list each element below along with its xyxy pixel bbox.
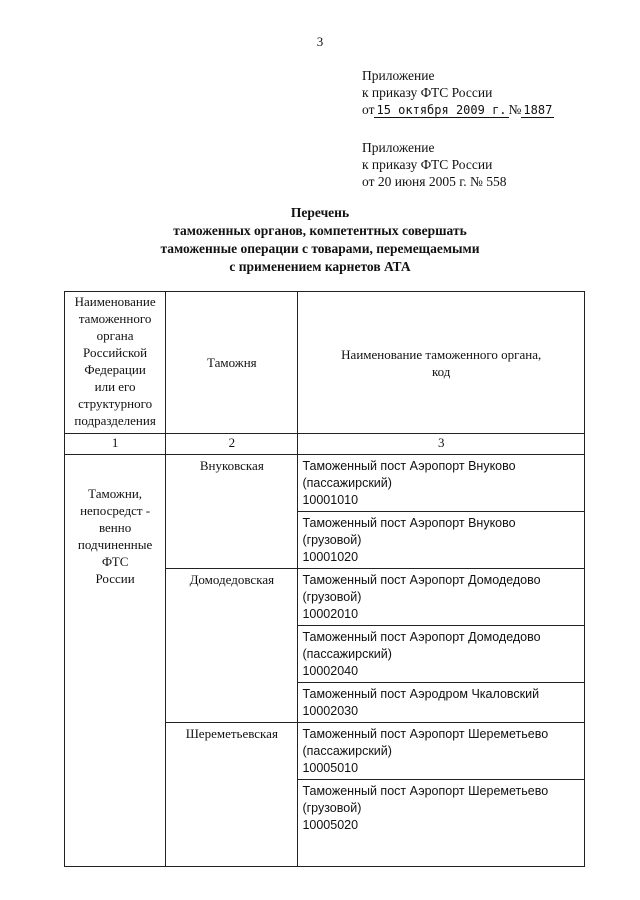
group-label-line: Таможни, (88, 486, 143, 501)
customs-post (298, 569, 585, 626)
group-label-line: России (95, 571, 135, 586)
group-label-line: ФТС (101, 554, 129, 569)
header-col1-line: таможенного (78, 311, 152, 326)
customs-post-line: 10002040 (302, 664, 359, 678)
table-row (65, 455, 585, 512)
group-label-cell (65, 455, 166, 867)
header-col1 (65, 292, 166, 434)
appendix-previous-line3: от 20 июня 2005 г. № 558 (362, 174, 507, 189)
appendix-current-prefix: от (362, 102, 375, 117)
appendix-previous (362, 139, 507, 190)
customs-post (298, 723, 585, 780)
customs-post-line: (пассажирский) (302, 647, 392, 661)
customs-post-line: (пассажирский) (302, 744, 392, 758)
customs-post-line: (грузовой) (302, 533, 362, 547)
customs-name: Шереметьевская (166, 723, 298, 867)
customs-post-line: 10005020 (302, 818, 359, 832)
appendix-current-line3 (362, 101, 554, 119)
header-col3-line: код (432, 363, 451, 379)
header-col1-line: или его (94, 379, 136, 394)
appendix-previous-line1: Приложение (362, 140, 435, 155)
column-number-3: 3 (298, 434, 585, 455)
customs-post-line: 10001020 (302, 550, 359, 564)
customs-name: Домодедовская (166, 569, 298, 723)
customs-post-line: (пассажирский) (302, 476, 392, 490)
appendix-current-number-prefix: № (508, 102, 522, 117)
customs-post (298, 455, 585, 512)
customs-post-line: 10005010 (302, 761, 359, 775)
header-col3-line: Наименование таможенного органа, (341, 346, 542, 362)
header-col1-line: Российской (83, 345, 148, 360)
customs-name: Внуковская (166, 455, 298, 569)
header-col1-line: структурного (78, 396, 153, 411)
customs-post-line: Таможенный пост Аэропорт Домодедово (302, 630, 541, 644)
customs-post-line: Таможенный пост Аэропорт Домодедово (302, 573, 541, 587)
customs-post (298, 683, 585, 723)
header-col1-line: Наименование (74, 294, 156, 309)
header-col1-line: подразделения (74, 413, 156, 428)
customs-post (298, 626, 585, 683)
header-col1-line: органа (96, 328, 134, 343)
customs-post-line: Таможенный пост Аэропорт Внуково (302, 516, 516, 530)
title-line2: таможенных органов, компетентных совершать (173, 223, 467, 238)
customs-post-line: Таможенный пост Аэропорт Внуково (302, 459, 516, 473)
appendix-previous-line2: к приказу ФТС России (362, 157, 493, 172)
title-line3: таможенные операции с товарами, перемещаемыми (160, 241, 480, 256)
customs-post-line: 10002030 (302, 704, 359, 718)
customs-post-line: 10002010 (302, 607, 359, 621)
column-number-row (65, 434, 585, 455)
customs-table (64, 291, 585, 867)
customs-post-line: Таможенный пост Аэропорт Шереметьево (302, 727, 549, 741)
group-label-line: непосредст - (80, 503, 151, 518)
customs-post (298, 780, 585, 867)
customs-post-line: (грузовой) (302, 590, 362, 604)
header-row (65, 292, 585, 434)
page-number: 3 (316, 34, 324, 49)
title-line4: с применением карнетов АТА (229, 259, 411, 274)
appendix-current-line2: к приказу ФТС России (362, 85, 493, 100)
title-line1: Перечень (290, 205, 350, 220)
appendix-current-line1: Приложение (362, 68, 435, 83)
customs-post-line: 10001010 (302, 493, 359, 507)
customs-post (298, 512, 585, 569)
appendix-current-date: 15 октября 2009 г. (376, 103, 507, 117)
group-label-line: подчиненные (77, 537, 153, 552)
customs-post-line: Таможенный пост Аэродром Чкаловский (302, 687, 540, 701)
appendix-current-number: 1887 (523, 103, 553, 117)
customs-post-line: (грузовой) (302, 801, 362, 815)
column-number-1: 1 (65, 434, 166, 455)
group-label-line: венно (98, 520, 132, 535)
document-title (0, 204, 640, 276)
appendix-current (362, 67, 554, 119)
customs-post-line: Таможенный пост Аэропорт Шереметьево (302, 784, 549, 798)
header-col3 (298, 292, 585, 434)
column-number-2: 2 (166, 434, 298, 455)
header-col2: Таможня (166, 292, 298, 434)
header-col1-line: Федерации (84, 362, 146, 377)
